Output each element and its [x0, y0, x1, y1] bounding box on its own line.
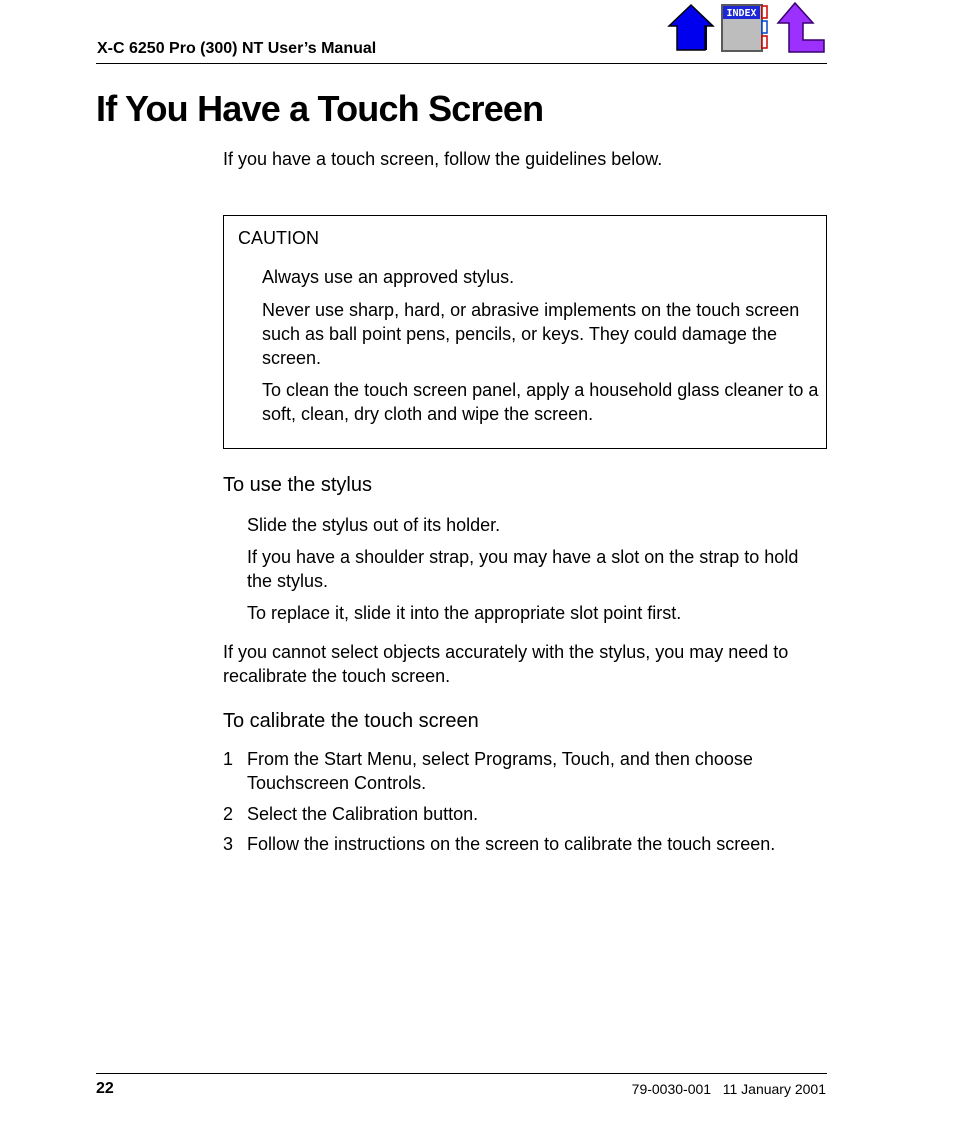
- footer-info: [632, 1081, 826, 1097]
- recalibrate-note: If you cannot select objects accurately with the stylus, you may need to recalibrate the touch screen.: [223, 642, 789, 686]
- index-icon: [720, 2, 768, 54]
- step-number: 2: [223, 804, 234, 824]
- manual-title: X-C 6250 Pro (300) NT User’s Manual: [97, 40, 377, 57]
- calibrate-heading: To calibrate the touch screen: [223, 710, 479, 732]
- step-text: From the Start Menu, select Programs, Touch, and then choose Touchscreen Controls.: [247, 749, 753, 793]
- home-button[interactable]: [667, 2, 715, 54]
- back-button[interactable]: [776, 2, 824, 54]
- step-number: 3: [223, 834, 234, 854]
- doc-number: 79-0030-001: [631, 1081, 712, 1097]
- step-text: Follow the instructions on the screen to calibrate the touch screen.: [247, 834, 776, 854]
- header-divider: [96, 63, 827, 64]
- home-icon: [667, 2, 715, 54]
- index-button[interactable]: [720, 2, 768, 54]
- caution-label: CAUTION: [238, 228, 319, 248]
- index-label: INDEX: [726, 8, 757, 19]
- stylus-heading: To use the stylus: [223, 474, 372, 496]
- doc-date: 11 January 2001: [722, 1081, 826, 1097]
- stylus-item: Slide the stylus out of its holder.: [247, 515, 501, 535]
- caution-item: Always use an approved stylus.: [262, 267, 515, 287]
- footer-divider: [96, 1073, 827, 1074]
- page-title: If You Have a Touch Screen: [96, 88, 544, 129]
- step-text: Select the Calibration button.: [247, 804, 479, 824]
- stylus-item: To replace it, slide it into the appropriate slot point first.: [247, 603, 682, 623]
- back-up-arrow-icon: [776, 2, 826, 54]
- caution-item: To clean the touch screen panel, apply a household glass cleaner to a soft, clean, dry cloth and wipe the screen.: [262, 380, 819, 424]
- intro-text: If you have a touch screen, follow the guidelines below.: [223, 149, 663, 169]
- caution-item: Never use sharp, hard, or abrasive implements on the touch screen such as ball point pens, pencils, or keys. They could damage the screen.: [262, 300, 800, 368]
- stylus-item: If you have a shoulder strap, you may have a slot on the strap to hold the stylus.: [247, 547, 799, 591]
- step-number: 1: [223, 749, 234, 769]
- page-number: 22: [96, 1080, 114, 1097]
